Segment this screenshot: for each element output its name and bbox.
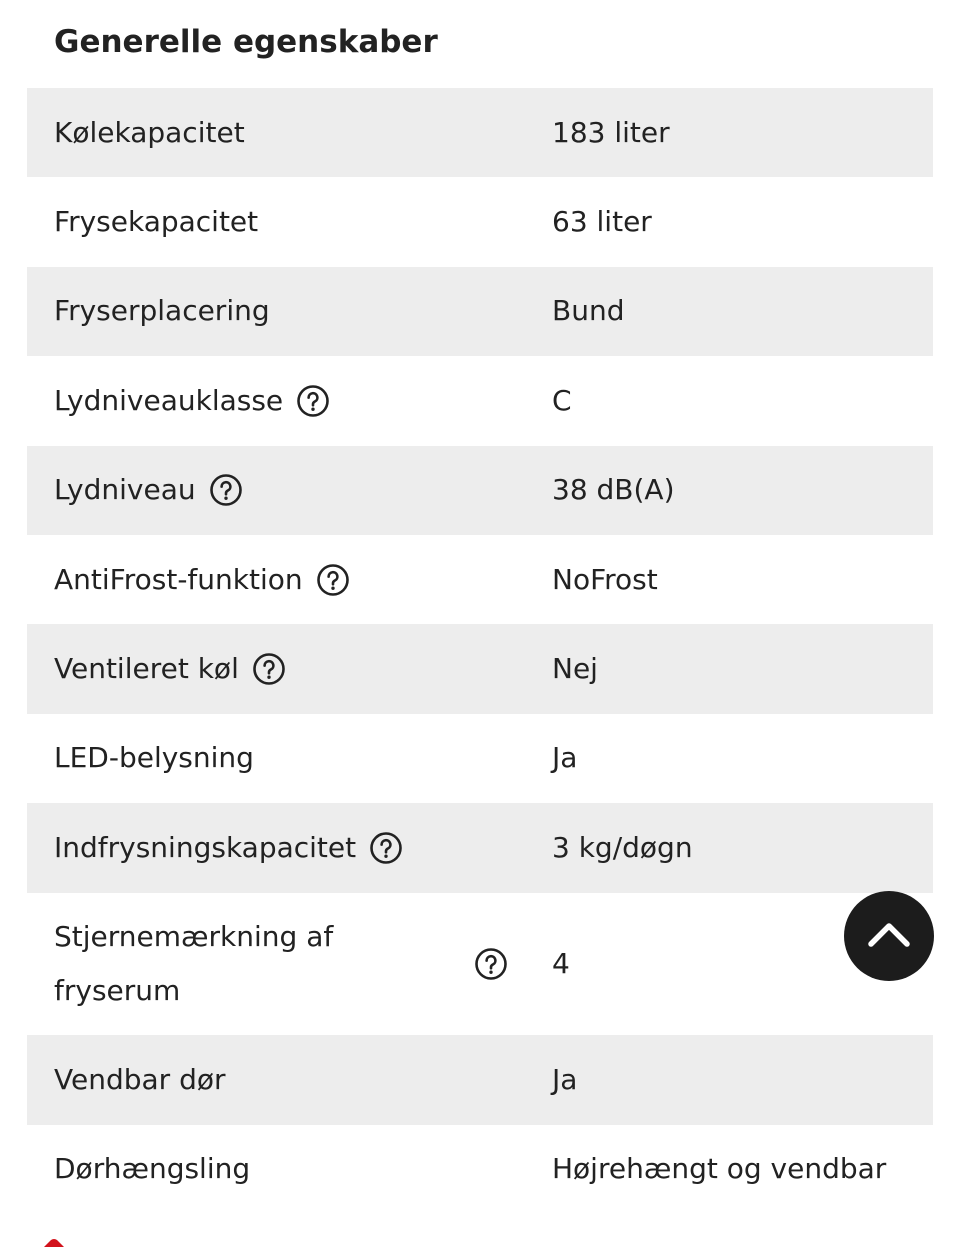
spec-label: Ventileret køl	[54, 652, 239, 686]
spec-label-cell	[27, 910, 552, 1018]
scroll-to-top-button[interactable]	[844, 891, 934, 981]
spec-value: 63 liter	[552, 205, 652, 239]
spec-value: Nej	[552, 652, 598, 686]
spec-value: NoFrost	[552, 562, 658, 596]
spec-label-cell	[27, 463, 552, 517]
spec-label-cell	[27, 195, 552, 249]
question-circle-icon[interactable]	[475, 948, 507, 980]
spec-label: Kølekapacitet	[54, 115, 245, 149]
spec-label: Lydniveau	[54, 473, 196, 507]
section-title: Generelle egenskaber	[54, 24, 438, 60]
spec-row-stjernemaerkning	[27, 893, 933, 1036]
chevron-up-icon	[867, 919, 911, 953]
spec-label: Lydniveauklasse	[54, 383, 284, 417]
brand-logo-fragment	[42, 1232, 66, 1241]
spec-value: 183 liter	[552, 115, 670, 149]
question-circle-icon[interactable]	[297, 385, 329, 417]
spec-value: 3 kg/døgn	[552, 830, 693, 864]
spec-label-cell	[27, 553, 552, 607]
spec-value: Ja	[552, 741, 578, 775]
spec-label: Frysekapacitet	[54, 205, 259, 239]
spec-value: C	[552, 383, 572, 417]
spec-value: Bund	[552, 294, 625, 328]
spec-row-lydniveau	[27, 446, 933, 535]
spec-label: Fryserplacering	[54, 294, 270, 328]
question-circle-icon[interactable]	[317, 564, 349, 596]
question-circle-icon[interactable]	[253, 653, 285, 685]
spec-value: Højrehængt og vendbar	[552, 1152, 887, 1186]
spec-label: AntiFrost-funktion	[54, 562, 303, 596]
spec-row-antifrost-funktion	[27, 535, 933, 624]
question-circle-icon[interactable]	[370, 832, 402, 864]
spec-label: Stjernemærkning af fryserum	[54, 919, 334, 1007]
spec-label: Indfrysningskapacitet	[54, 830, 357, 864]
spec-row-vendbar-dor	[27, 1035, 933, 1124]
spec-label-cell	[27, 1142, 552, 1196]
spec-label-cell	[27, 374, 552, 428]
spec-label: LED-belysning	[54, 741, 254, 775]
spec-label-cell	[27, 106, 552, 160]
spec-row-led-belysning	[27, 714, 933, 803]
spec-label-cell	[27, 821, 552, 875]
spec-row-kolekapacitet	[27, 88, 933, 177]
spec-value: 38 dB(A)	[552, 473, 675, 507]
spec-label: Vendbar dør	[54, 1062, 226, 1096]
spec-label-cell	[27, 642, 552, 696]
spec-label: Dørhængsling	[54, 1152, 251, 1186]
spec-table	[27, 88, 933, 1214]
spec-row-dorhaengsling	[27, 1125, 933, 1214]
spec-row-ventileret-kol	[27, 624, 933, 713]
question-circle-icon[interactable]	[210, 474, 242, 506]
spec-label-cell	[27, 731, 552, 785]
spec-row-fryserplacering	[27, 267, 933, 356]
spec-label-cell	[27, 1053, 552, 1107]
spec-row-indfrysningskapacitet	[27, 803, 933, 892]
spec-label-cell	[27, 284, 552, 338]
spec-value: 4	[552, 946, 570, 980]
spec-row-lydniveauklasse	[27, 356, 933, 445]
spec-row-frysekapacitet	[27, 177, 933, 266]
spec-value: Ja	[552, 1062, 578, 1096]
